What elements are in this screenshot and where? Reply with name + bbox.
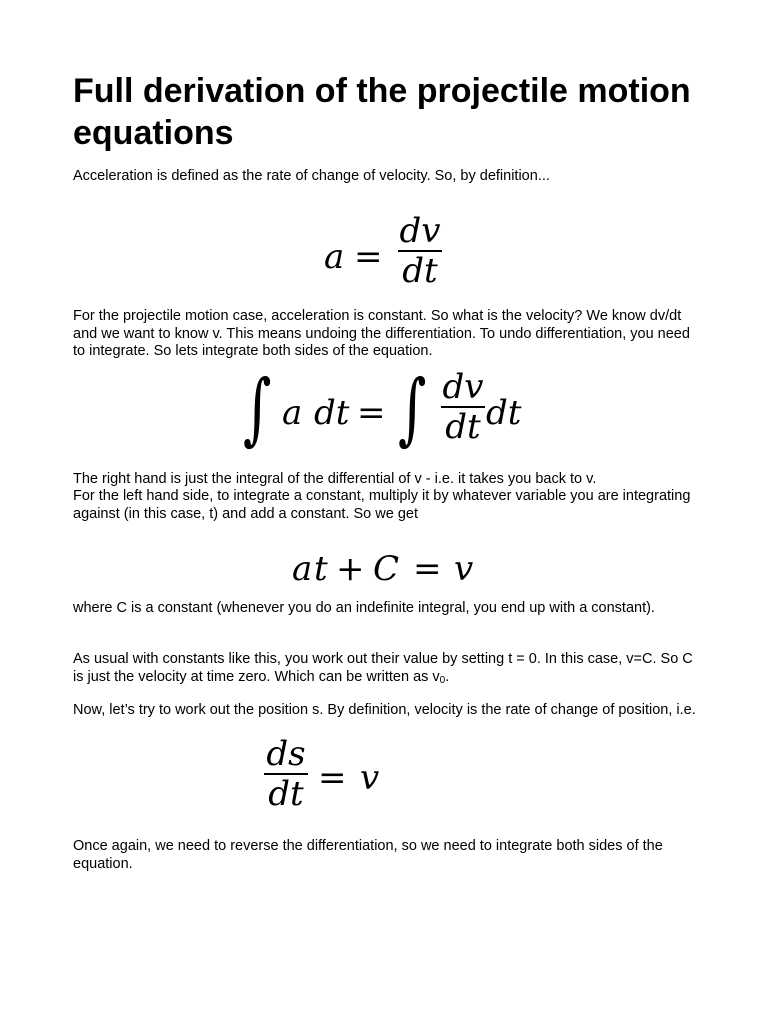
- eq1-denominator: dt: [402, 251, 438, 291]
- eq4-equals: =: [318, 758, 347, 798]
- eq4-denominator: dt: [268, 774, 304, 814]
- eq2-equals: =: [357, 393, 386, 433]
- eq3-a: a: [292, 549, 313, 589]
- eq1-equals: =: [354, 237, 383, 277]
- eq2-integral-left: ∫: [243, 364, 272, 454]
- paragraph-initial-velocity-text: As usual with constants like this, you work out their value by setting t = 0. In this case, v=C. So C is just the velocity at time zero. Which can be written as v: [73, 651, 693, 685]
- eq2-dt-right: dt: [486, 393, 522, 433]
- eq3-C: C: [373, 549, 400, 589]
- eq2-integral-right: ∫: [398, 364, 427, 454]
- eq2-integrand-left: a: [282, 393, 303, 433]
- paragraph-integrate-again: Once again, we need to reverse the differentiation, so we need to integrate both sides of the equation.: [73, 838, 663, 872]
- paragraph-initial-velocity: [73, 651, 698, 689]
- page-title: Full derivation of the projectile motion equations: [73, 72, 691, 152]
- eq1-lhs: a: [324, 237, 345, 277]
- paragraph-velocity-question: For the projectile motion case, acceleration is constant. So what is the velocity? We know dv/dt and we want to know v. This means undoing the differentiation. To undo differentiation, you need to integrate. So lets integrate both sides of the equation.: [73, 308, 690, 359]
- eq2-fraction: [441, 368, 485, 446]
- eq3-plus: +: [336, 549, 365, 589]
- paragraph-right-hand-side: The right hand is just the integral of the differential of v - i.e. it takes you back to v.: [73, 471, 597, 487]
- eq1-fraction: [398, 212, 442, 290]
- eq4-rhs: v: [360, 758, 380, 798]
- eq1-numerator: dv: [399, 211, 441, 251]
- paragraph-initial-velocity-end: .: [445, 668, 450, 685]
- paragraph-acceleration-definition: Acceleration is defined as the rate of change of velocity. So, by definition...: [73, 168, 550, 184]
- eq3-t: t: [314, 549, 328, 589]
- eq2-denominator: dt: [445, 407, 481, 447]
- eq2-numerator: dv: [442, 367, 484, 407]
- paragraph-position: Now, let’s try to work out the position s. By definition, velocity is the rate of change of position, i.e.: [73, 702, 696, 718]
- paragraph-left-hand-side: For the left hand side, to integrate a constant, multiply it by whatever variable you are integrating against (in this case, t) and add a constant. So we get: [73, 488, 691, 522]
- paragraph-constant-C: where C is a constant (whenever you do an indefinite integral, you end up with a constant).: [73, 600, 655, 616]
- eq3-equals: =: [413, 549, 442, 589]
- eq4-fraction: [264, 735, 308, 813]
- eq4-numerator: ds: [266, 734, 306, 774]
- eq2-dt-left: dt: [314, 393, 350, 433]
- subscript-zero: 0: [439, 674, 446, 686]
- eq3-v: v: [454, 549, 474, 589]
